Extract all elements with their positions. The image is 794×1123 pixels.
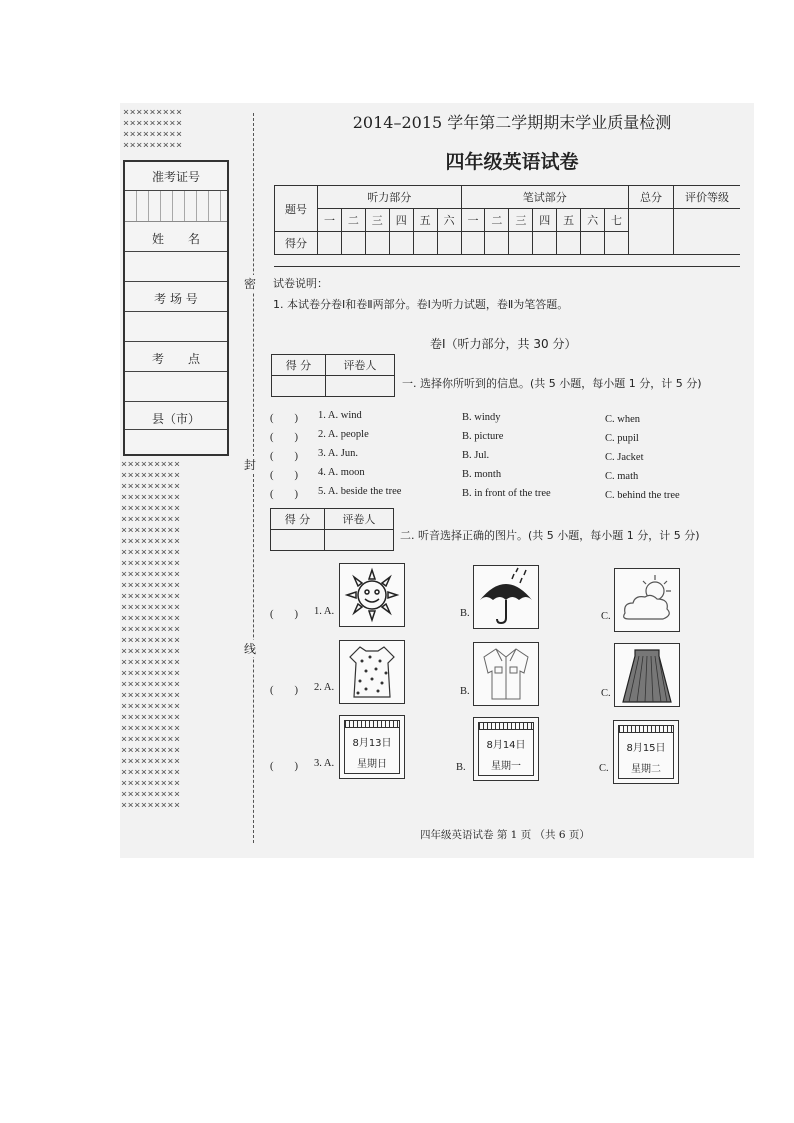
option-a: 2. A. people: [318, 429, 369, 440]
seal-line: [253, 113, 254, 843]
score-cell[interactable]: [485, 232, 509, 255]
score-col-l4: 四: [389, 209, 413, 232]
picture-shirt-option[interactable]: [473, 642, 539, 706]
option-a: 4. A. moon: [318, 467, 365, 478]
score-cell[interactable]: [318, 232, 342, 255]
option-a: 1. A.: [314, 606, 335, 617]
score-col-l1: 一: [318, 209, 342, 232]
grader-score-cell[interactable]: [272, 376, 326, 397]
answer-blank[interactable]: ( ): [270, 685, 298, 696]
answer-blank[interactable]: ( ): [270, 451, 298, 462]
score-cell[interactable]: [581, 232, 605, 255]
score-col-w6: 六: [581, 209, 605, 232]
picture-sun-option[interactable]: [339, 563, 405, 627]
field-label-county: 县（市）: [151, 412, 200, 426]
county-input[interactable]: [125, 430, 227, 454]
score-table: [274, 185, 740, 255]
cross-pattern-bottom: ××××××××× ××××××××× ××××××××× ××××××××× ××××××××× ××××××××× ××××××××× ××××××××× ××××××××× ××××××××× ××××××××× ××××××××× ××××××××× ××××××××× ××××××××× ××××××××× ××××××××× ××××××××× ××××××××× ××××××××× ××××××××× ××××××××× ××××××××× ××××××××× ××××××××× ××××××××× ××××××××× ××××××××× ××××××××× ××××××××× ××××××××× ×××××××××: [121, 459, 181, 811]
score-col-w2: 二: [485, 209, 509, 232]
answer-blank[interactable]: ( ): [270, 470, 298, 481]
calendar-weekday: 星期二: [631, 764, 661, 775]
score-col-w4: 四: [533, 209, 557, 232]
room-input[interactable]: [125, 312, 227, 342]
picture-dress-option[interactable]: [339, 640, 405, 704]
score-header-grade: 评价等级: [674, 186, 741, 209]
option-c: C. behind the tree: [605, 490, 680, 501]
grader-person-label: 评卷人: [324, 509, 393, 530]
field-label-name: 姓 名: [151, 232, 200, 246]
grader-person-cell[interactable]: [324, 530, 393, 551]
grader-score-label: 得 分: [272, 355, 326, 376]
option-c: C.: [601, 688, 611, 699]
score-col-l5: 五: [413, 209, 437, 232]
exam-title-line1: 2014–2015 学年第二学期期末学业质量检测: [352, 113, 672, 132]
shirt-icon: [474, 643, 538, 705]
score-total-cell[interactable]: [629, 209, 674, 255]
exam-title-line2: 四年级英语试卷: [445, 151, 579, 173]
exam-page: [120, 103, 754, 858]
score-cell[interactable]: [413, 232, 437, 255]
cross-pattern-top: ××××××××× ××××××××× ××××××××× ×××××××××: [123, 107, 183, 151]
name-input[interactable]: [125, 252, 227, 282]
picture-calendar-option-c[interactable]: [613, 720, 679, 784]
option-a: 2. A.: [314, 682, 335, 693]
answer-blank[interactable]: ( ): [270, 489, 298, 500]
site-input[interactable]: [125, 372, 227, 402]
option-b: B.: [456, 762, 466, 773]
answer-blank[interactable]: ( ): [270, 761, 298, 772]
score-cell[interactable]: [605, 232, 629, 255]
option-a: 3. A. Jun.: [318, 448, 358, 459]
answer-blank[interactable]: ( ): [270, 609, 298, 620]
score-grade-cell[interactable]: [674, 209, 741, 255]
answer-blank[interactable]: ( ): [270, 413, 298, 424]
section1-title: 一. 选择你所听到的信息。(共 5 小题，每小题 1 分，计 5 分): [402, 377, 702, 390]
score-col-w1: 一: [461, 209, 485, 232]
seal-char-xian: 线: [244, 642, 257, 656]
score-cell[interactable]: [533, 232, 557, 255]
instructions-text: 1. 本试卷分卷Ⅰ和卷Ⅱ两部分。卷Ⅰ为听力试题，卷Ⅱ为笔答题。: [273, 298, 569, 311]
option-b: B. Jul.: [462, 450, 490, 461]
dress-icon: [340, 641, 404, 703]
option-b: B.: [460, 608, 470, 619]
umbrella-icon: [474, 566, 538, 628]
calendar-weekday: 星期日: [357, 759, 387, 770]
score-col-l3: 三: [365, 209, 389, 232]
score-cell[interactable]: [389, 232, 413, 255]
picture-cloud-sun-option[interactable]: [614, 568, 680, 632]
option-c: C.: [601, 611, 611, 622]
score-header-writing: 笔试部分: [461, 186, 628, 209]
score-col-l6: 六: [437, 209, 461, 232]
score-col-w5: 五: [557, 209, 581, 232]
option-b: B. in front of the tree: [462, 488, 551, 499]
score-row-defen: 得分: [275, 232, 318, 255]
option-b: B. windy: [462, 412, 501, 423]
option-c: C. math: [605, 471, 639, 482]
section2-title: 二. 听音选择正确的图片。(共 5 小题，每小题 1 分，计 5 分): [400, 529, 700, 542]
candidate-info-box: [123, 160, 229, 456]
grader-box-2: [270, 508, 394, 551]
table-bottom-rule: [274, 266, 740, 267]
score-col-w3: 三: [509, 209, 533, 232]
score-col-l2: 二: [341, 209, 365, 232]
option-b: B. picture: [462, 431, 504, 442]
score-header-tihao: 题号: [275, 186, 318, 232]
calendar-icon: [618, 725, 674, 779]
option-c: C. when: [605, 414, 640, 425]
grader-box-1: [271, 354, 395, 397]
score-cell[interactable]: [365, 232, 389, 255]
field-label-exam-number: 准考证号: [151, 170, 200, 184]
grader-score-cell[interactable]: [271, 530, 325, 551]
sun-icon: [340, 564, 404, 626]
score-cell[interactable]: [437, 232, 461, 255]
score-cell[interactable]: [509, 232, 533, 255]
score-header-listening: 听力部分: [318, 186, 462, 209]
part1-heading: 卷Ⅰ（听力部分，共 30 分）: [430, 337, 577, 351]
picture-calendar-option-b[interactable]: [473, 717, 539, 781]
option-c: C. pupil: [605, 433, 639, 444]
exam-number-boxes[interactable]: [125, 191, 227, 222]
score-cell[interactable]: [557, 232, 581, 255]
option-a: 5. A. beside the tree: [318, 486, 402, 497]
calendar-date: 8月14日: [486, 740, 526, 751]
skirt-icon: [615, 644, 679, 706]
score-cell[interactable]: [341, 232, 365, 255]
option-a: 3. A.: [314, 758, 335, 769]
grader-score-label: 得 分: [271, 509, 325, 530]
answer-blank[interactable]: ( ): [270, 432, 298, 443]
seal-char-mi: 密: [244, 277, 257, 291]
score-header-total: 总分: [629, 186, 674, 209]
score-cell[interactable]: [461, 232, 485, 255]
score-col-w7: 七: [605, 209, 629, 232]
picture-umbrella-option[interactable]: [473, 565, 539, 629]
seal-char-feng: 封: [244, 458, 257, 472]
picture-skirt-option[interactable]: [614, 643, 680, 707]
calendar-date: 8月15日: [626, 743, 666, 754]
calendar-weekday: 星期一: [491, 761, 521, 772]
grader-person-cell[interactable]: [325, 376, 394, 397]
cloud-sun-icon: [615, 569, 679, 631]
option-a: 1. A. wind: [318, 410, 362, 421]
calendar-date: 8月13日: [352, 738, 392, 749]
grader-person-label: 评卷人: [325, 355, 394, 376]
field-label-room: 考 场 号: [154, 292, 198, 306]
option-c: C. Jacket: [605, 452, 644, 463]
option-c: C.: [599, 763, 609, 774]
option-b: B. month: [462, 469, 502, 480]
option-b: B.: [460, 686, 470, 697]
picture-calendar-option-a[interactable]: [339, 715, 405, 779]
page-footer: 四年级英语试卷 第 1 页 （共 6 页）: [420, 829, 590, 841]
field-label-site: 考 点: [151, 352, 200, 366]
instructions-label: 试卷说明：: [273, 277, 328, 290]
calendar-icon: [344, 720, 400, 774]
calendar-icon: [478, 722, 534, 776]
